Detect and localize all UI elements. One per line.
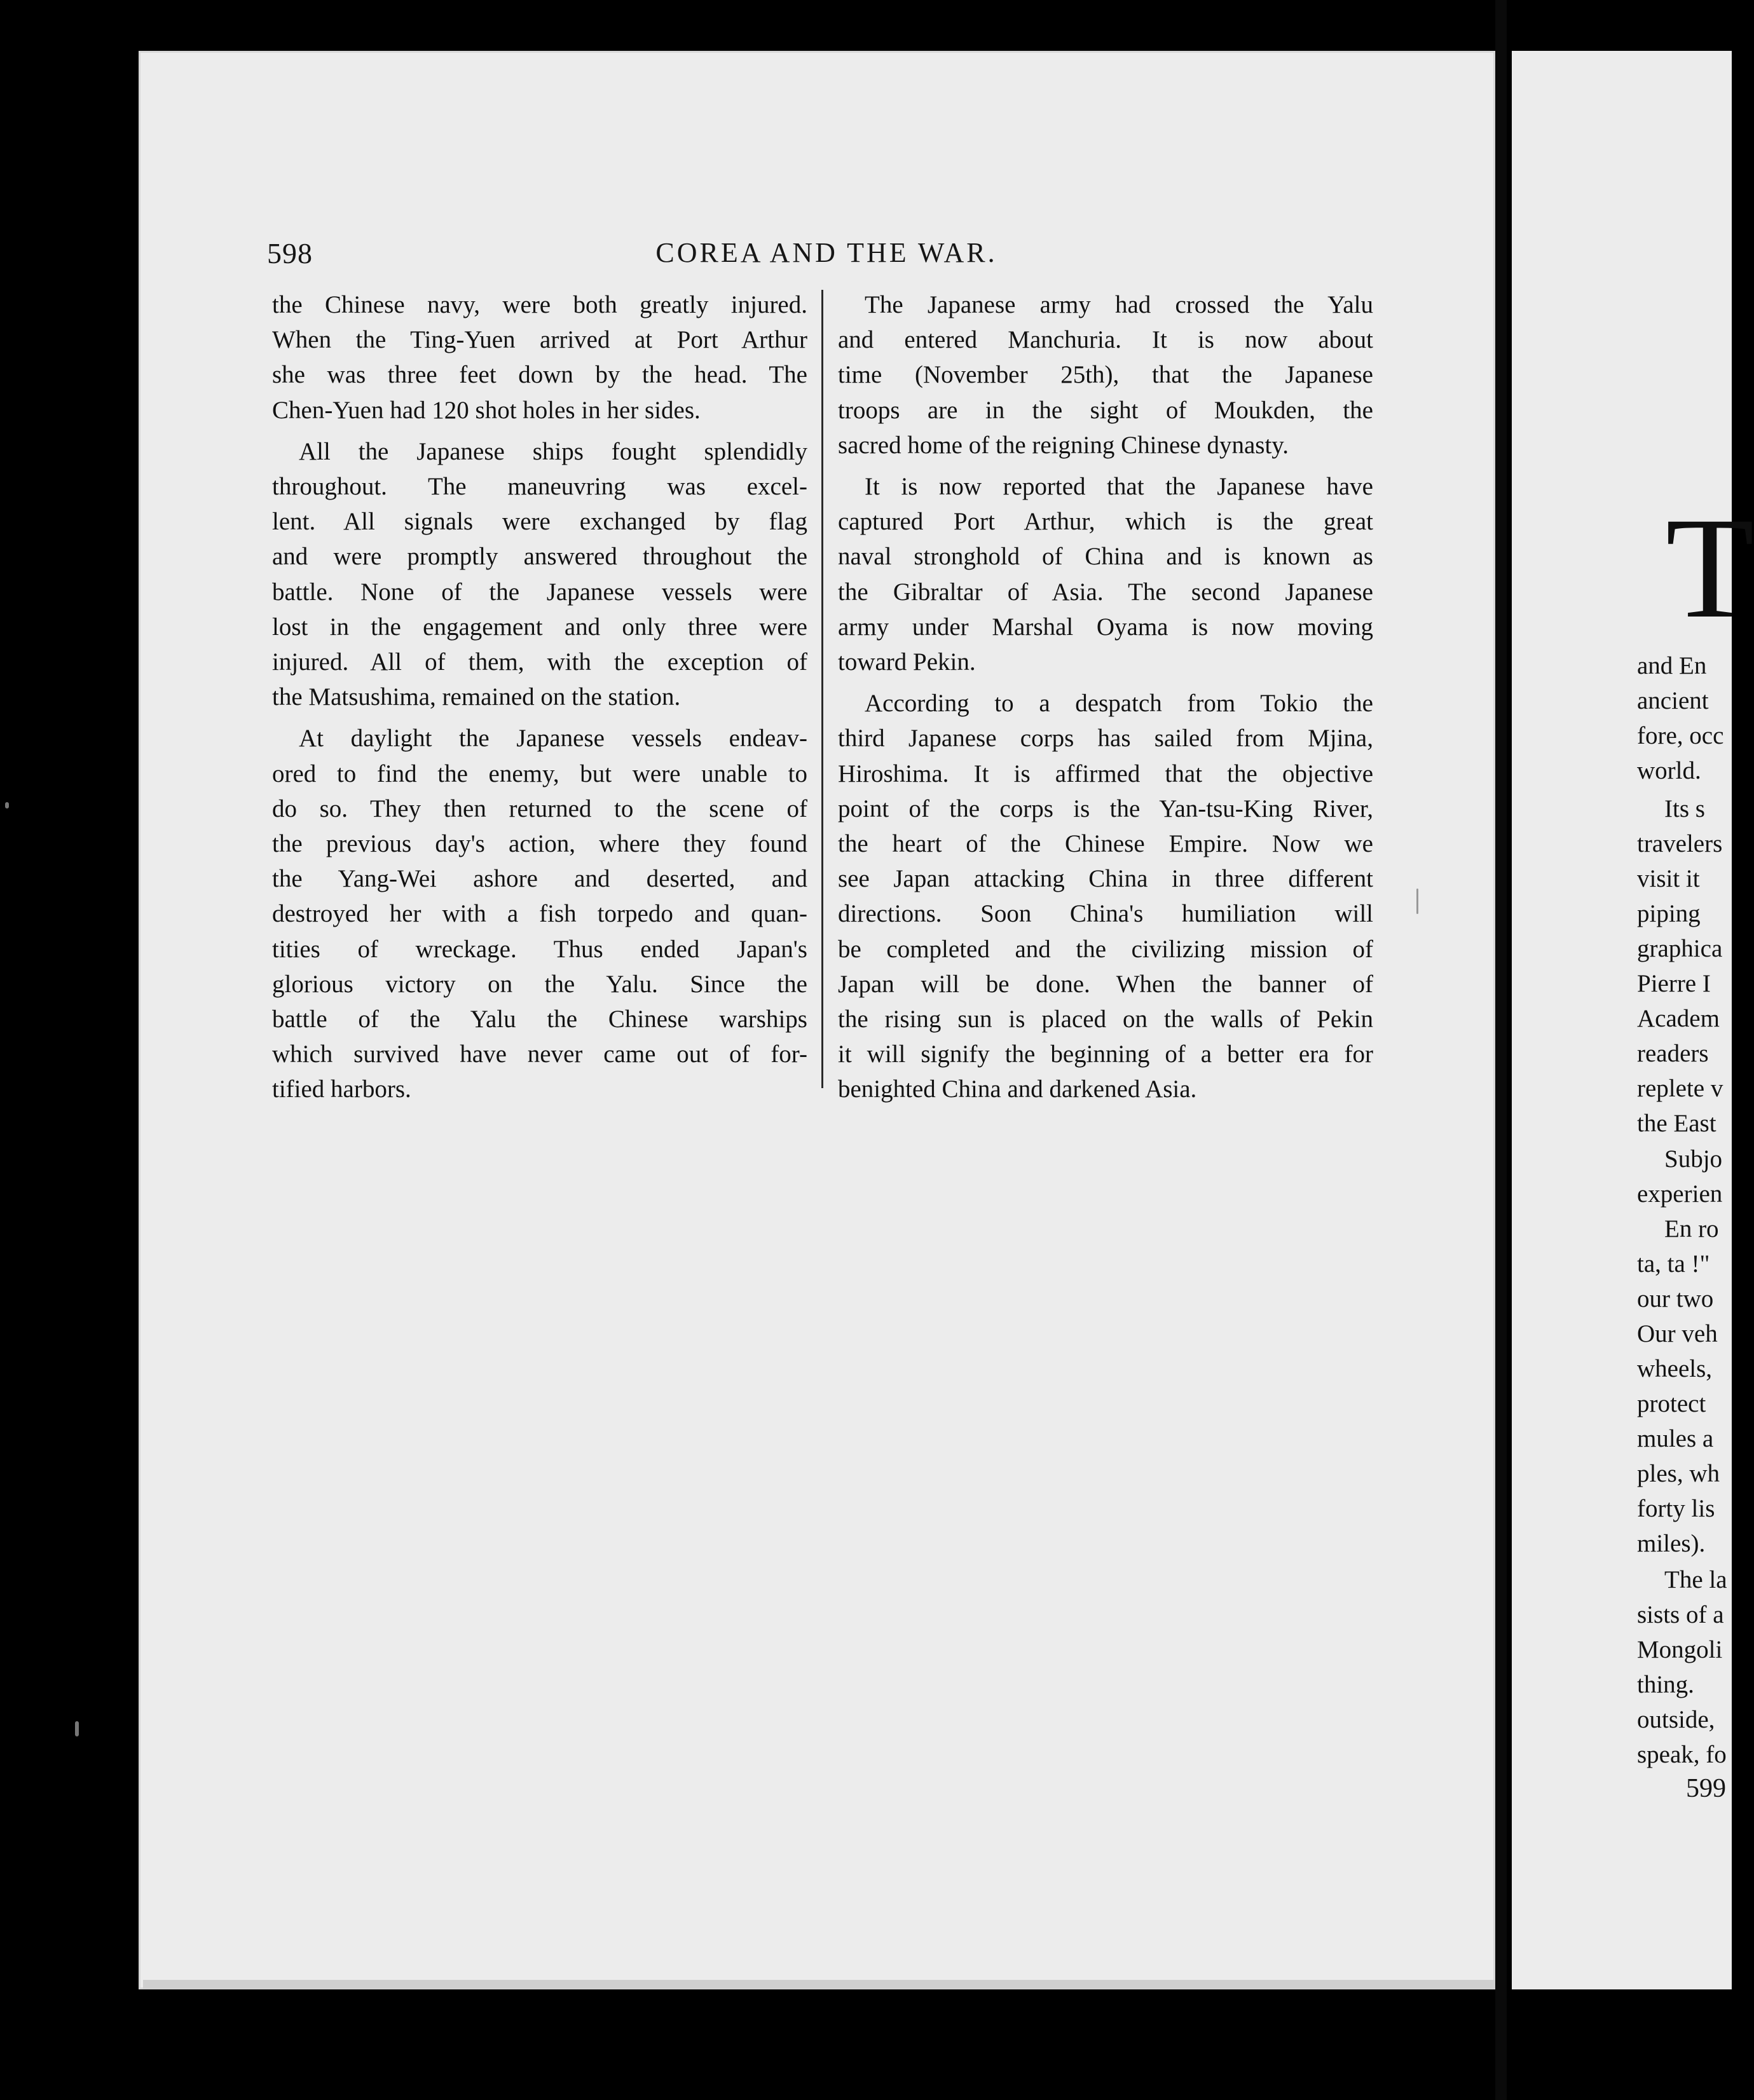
running-head <box>267 236 1386 281</box>
text-fragment: The la <box>1664 1566 1727 1593</box>
text-fragment: the East <box>1637 1110 1716 1137</box>
text-line: It is now reported that the Japanese have <box>865 473 1373 501</box>
text-line: lost in the engagement and only three were <box>272 613 807 641</box>
text-line: it will signify the beginning of a better era for <box>838 1040 1373 1068</box>
text-fragment: mules a <box>1637 1425 1714 1452</box>
text-fragment: outside, <box>1637 1706 1715 1733</box>
text-fragment: replete v <box>1637 1075 1723 1102</box>
text-line: sacred home of the reigning Chinese dynasty. <box>838 431 1289 459</box>
text-fragment: readers <box>1637 1040 1709 1067</box>
text-line: toward Pekin. <box>838 648 976 676</box>
scan-speck <box>1416 889 1418 914</box>
text-line: ored to find the enemy, but were unable to <box>272 760 807 788</box>
text-fragment: world. <box>1637 757 1701 784</box>
text-line: battle. None of the Japanese vessels were <box>272 578 807 606</box>
text-line: benighted China and darkened Asia. <box>838 1075 1197 1103</box>
text-line: the heart of the Chinese Empire. Now we <box>838 830 1373 858</box>
scan-speck <box>5 802 9 808</box>
text-line: throughout. The maneuvring was excel- <box>272 473 807 501</box>
paragraph <box>272 434 807 715</box>
text-line: captured Port Arthur, which is the great <box>838 508 1373 536</box>
column-divider <box>821 290 823 1088</box>
text-line: the Yang-Wei ashore and deserted, and <box>272 865 807 893</box>
text-fragment: wheels, <box>1637 1355 1713 1382</box>
text-line: the Matsushima, remained on the station. <box>272 683 681 711</box>
page-edge <box>143 1980 1496 1989</box>
text-fragment: visit it <box>1637 865 1700 892</box>
text-line: see Japan attacking China in three different <box>838 865 1373 893</box>
text-fragment: graphica <box>1637 935 1723 962</box>
text-fragment: ples, wh <box>1637 1460 1720 1487</box>
text-fragment: Academ <box>1637 1005 1720 1032</box>
text-line: the Gibraltar of Asia. The second Japanese <box>838 578 1373 606</box>
text-line: tified harbors. <box>272 1075 411 1103</box>
text-fragment: En ro <box>1664 1215 1719 1243</box>
text-line: directions. Soon China's humiliation will <box>838 900 1373 928</box>
text-line: glorious victory on the Yalu. Since the <box>272 970 807 998</box>
right-column <box>838 287 1373 1107</box>
scan-speck <box>75 1721 79 1736</box>
text-fragment: Mongoli <box>1637 1636 1723 1663</box>
text-line: tities of wreckage. Thus ended Japan's <box>272 935 807 963</box>
text-line: the rising sun is placed on the walls of Pekin <box>838 1006 1373 1033</box>
text-line: naval stronghold of China and is known as <box>838 543 1373 571</box>
drop-cap: T <box>1666 488 1754 648</box>
text-line: Chen-Yuen had 120 shot holes in her sides. <box>272 396 701 424</box>
text-line: battle of the Yalu the Chinese warships <box>272 1006 807 1033</box>
text-line: lent. All signals were exchanged by flag <box>272 508 807 536</box>
text-fragment: forty lis <box>1637 1495 1715 1522</box>
text-line: she was three feet down by the head. The <box>272 361 807 389</box>
text-line: army under Marshal Oyama is now moving <box>838 613 1373 641</box>
text-fragment: speak, fo <box>1637 1741 1727 1768</box>
text-line: point of the corps is the Yan-tsu-King River, <box>838 794 1373 822</box>
text-line: do so. They then returned to the scene of <box>272 794 807 822</box>
paragraph <box>838 287 1373 463</box>
paragraph <box>838 469 1373 679</box>
text-line: and were promptly answered throughout the <box>272 543 807 571</box>
text-fragment: sists of a <box>1637 1601 1724 1628</box>
text-line: injured. All of them, with the exception of <box>272 648 807 676</box>
text-fragment: our two <box>1637 1285 1714 1312</box>
text-fragment: thing. <box>1637 1671 1694 1698</box>
text-line: third Japanese corps has sailed from Mjina, <box>838 725 1373 753</box>
text-line: Hiroshima. It is affirmed that the objective <box>838 760 1373 788</box>
text-line: the Chinese navy, were both greatly injured. <box>272 291 807 318</box>
text-fragment: and En <box>1637 652 1707 679</box>
paragraph <box>272 721 807 1107</box>
text-fragment: travelers <box>1637 830 1723 857</box>
text-line: According to a despatch from Tokio the <box>865 690 1373 718</box>
text-fragment: Its s <box>1664 795 1705 822</box>
paragraph <box>272 287 807 428</box>
text-line: which survived have never came out of for- <box>272 1040 807 1068</box>
left-column <box>272 287 807 1107</box>
text-line: The Japanese army had crossed the Yalu <box>865 291 1373 318</box>
text-fragment: piping <box>1637 900 1701 927</box>
text-fragment: protect <box>1637 1390 1706 1417</box>
text-fragment: experien <box>1637 1180 1723 1208</box>
text-line: the previous day's action, where they found <box>272 830 807 858</box>
text-line: troops are in the sight of Moukden, the <box>838 396 1373 424</box>
text-line: be completed and the civilizing mission of <box>838 935 1373 963</box>
gutter <box>1495 0 1507 2100</box>
page-number: 598 <box>267 237 313 269</box>
text-line: time (November 25th), that the Japanese <box>838 361 1373 389</box>
text-fragment: ancient <box>1637 687 1709 714</box>
text-fragment: ta, ta !" <box>1637 1250 1710 1278</box>
text-fragment: Our veh <box>1637 1320 1718 1347</box>
text-fragment: Subjo <box>1664 1145 1723 1173</box>
text-line: At daylight the Japanese vessels endeav- <box>299 725 807 753</box>
text-line: All the Japanese ships fought splendidly <box>299 437 807 465</box>
text-fragment: fore, occ <box>1637 722 1724 749</box>
running-title: COREA AND THE WAR. <box>655 237 997 268</box>
text-line: destroyed her with a fish torpedo and quan- <box>272 900 807 928</box>
text-line: When the Ting-Yuen arrived at Port Arthur <box>272 326 807 354</box>
right-page-number: 599 <box>1686 1774 1726 1803</box>
paragraph <box>838 686 1373 1107</box>
text-fragment: miles). <box>1637 1530 1706 1557</box>
text-fragment: Pierre I <box>1637 970 1711 997</box>
text-line: Japan will be done. When the banner of <box>838 970 1373 998</box>
text-line: and entered Manchuria. It is now about <box>838 326 1373 354</box>
